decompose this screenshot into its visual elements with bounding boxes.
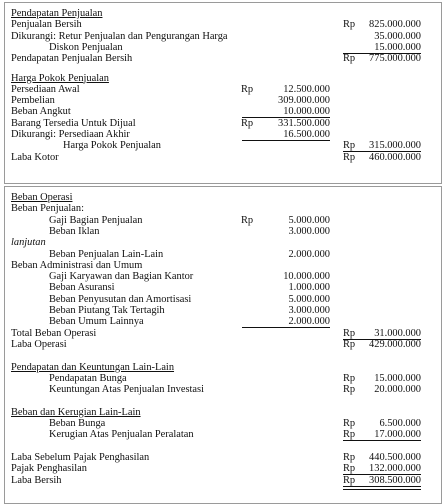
statement-row [5, 118, 441, 129]
statement-row [5, 226, 441, 237]
subtotal-amount: 10.000.000 [283, 271, 330, 283]
statement-row [5, 31, 441, 42]
section-heading: Harga Pokok Penjualan [11, 72, 109, 84]
revenue-cogs-panel [4, 2, 442, 184]
row-label: Beban Iklan [49, 225, 100, 237]
total-amount: 825.000.000 [369, 19, 421, 31]
currency-symbol: Rp [343, 151, 356, 163]
statement-row [5, 129, 441, 140]
row-label: Gaji Bagian Penjualan [49, 214, 143, 226]
statement-row [5, 373, 441, 384]
statement-row [5, 328, 441, 339]
subtotal-amount: 3.000.000 [288, 225, 330, 237]
row-label: Laba Sebelum Pajak Penghasilan [11, 451, 150, 463]
row-label: Laba Bersih [11, 474, 62, 486]
statement-row [5, 192, 441, 203]
statement-row [5, 384, 441, 395]
statement-row [5, 339, 441, 350]
row-label: Gaji Karyawan dan Bagian Kantor [49, 271, 194, 283]
statement-row [5, 73, 441, 84]
statement-row [5, 42, 441, 53]
statement-row [5, 203, 441, 214]
statement-row [5, 441, 441, 452]
total-amount: 17.000.000 [374, 429, 421, 441]
subtotal-amount: 1.000.000 [288, 282, 330, 294]
total-amount: 15.000.000 [374, 372, 421, 384]
currency-symbol: Rp [343, 474, 356, 486]
row-label: Pendapatan Penjualan Bersih [11, 53, 133, 65]
currency-symbol: Rp [343, 418, 356, 429]
statement-row [5, 350, 441, 361]
row-label: Harga Pokok Penjualan [63, 140, 161, 152]
statement-row [5, 418, 441, 429]
row-label: Laba Operasi [11, 338, 67, 350]
statement-row [5, 8, 441, 19]
statement-row [5, 237, 441, 248]
statement-row [5, 249, 441, 260]
subtotal-amount: 2.000.000 [288, 316, 330, 328]
statement-row [5, 452, 441, 463]
statement-row [5, 429, 441, 440]
subtotal-amount: 5.000.000 [288, 293, 330, 305]
statement-row [5, 106, 441, 117]
currency-symbol: Rp [343, 327, 356, 339]
section-heading: Beban dan Kerugian Lain-Lain [11, 406, 141, 418]
statement-row [5, 271, 441, 282]
statement-row [5, 395, 441, 406]
operating-expenses-panel [4, 186, 442, 504]
row-label: Beban Administrasi dan Umum [11, 259, 143, 271]
statement-row [5, 84, 441, 95]
row-label: Persediaan Awal [11, 83, 80, 95]
subtotal-amount: 3.000.000 [288, 305, 330, 316]
row-label: Dikurangi: Persediaan Akhir [11, 129, 130, 140]
currency-symbol: Rp [343, 140, 356, 152]
total-amount: 429.000.000 [369, 338, 421, 350]
row-label: Laba Kotor [11, 151, 59, 163]
subtotal-amount: 309.000.000 [278, 95, 330, 107]
row-label: Beban Penyusutan dan Amortisasi [49, 293, 192, 305]
section-heading: Pendapatan dan Keuntungan Lain-Lain [11, 361, 175, 373]
row-label: Pajak Penghasilan [11, 463, 87, 475]
row-label: Beban Penjualan Lain-Lain [49, 248, 164, 260]
row-label: Penjualan Bersih [11, 19, 82, 31]
row-label: Beban Umum Lainnya [49, 316, 144, 328]
row-label: lanjutan [11, 237, 46, 249]
total-amount: 775.000.000 [369, 53, 421, 65]
subtotal-amount: 5.000.000 [288, 214, 330, 226]
statement-row [5, 294, 441, 305]
subtotal-amount: 2.000.000 [288, 248, 330, 260]
total-amount: 6.500.000 [379, 418, 421, 429]
row-label: Beban Penjualan: [11, 203, 85, 215]
row-label: Pendapatan Bunga [49, 372, 127, 384]
statement-row [5, 282, 441, 293]
currency-symbol: Rp [241, 214, 254, 226]
currency-symbol: Rp [343, 429, 356, 441]
total-amount: 315.000.000 [369, 140, 421, 152]
statement-row [5, 305, 441, 316]
currency-symbol: Rp [343, 372, 356, 384]
currency-symbol: Rp [343, 384, 356, 396]
total-amount: 460.000.000 [369, 151, 421, 163]
currency-symbol: Rp [241, 83, 254, 95]
currency-symbol: Rp [241, 117, 254, 129]
statement-row [5, 140, 441, 151]
statement-row [5, 475, 441, 486]
row-label: Kerugian Atas Penjualan Peralatan [49, 429, 194, 441]
currency-symbol: Rp [343, 53, 356, 65]
subtotal-amount: 10.000.000 [283, 106, 330, 118]
total-amount: 20.000.000 [374, 384, 421, 396]
total-amount: 308.500.000 [369, 474, 421, 486]
statement-row [5, 53, 441, 64]
statement-row [5, 152, 441, 163]
total-amount: 15.000.000 [374, 41, 421, 53]
currency-symbol: Rp [343, 451, 356, 463]
currency-symbol: Rp [343, 19, 356, 31]
total-amount: 35.000.000 [374, 30, 421, 42]
statement-row [5, 407, 441, 418]
currency-symbol: Rp [343, 338, 356, 350]
statement-row [5, 316, 441, 327]
row-label: Beban Bunga [49, 418, 106, 429]
statement-row [5, 19, 441, 30]
statement-row [5, 260, 441, 271]
row-label: Pembelian [11, 95, 55, 107]
subtotal-amount: 331.500.000 [278, 117, 330, 129]
section-heading: Beban Operasi [11, 192, 73, 203]
total-amount: 132.000.000 [369, 463, 421, 475]
row-label: Total Beban Operasi [11, 327, 97, 339]
double-rule [343, 486, 421, 490]
total-amount: 440.500.000 [369, 451, 421, 463]
statement-row [5, 215, 441, 226]
total-amount: 31.000.000 [374, 327, 421, 339]
section-heading: Pendapatan Penjualan [11, 8, 103, 19]
row-label: Barang Tersedia Untuk Dijual [11, 117, 136, 129]
subtotal-amount: 12.500.000 [283, 83, 330, 95]
statement-row [5, 463, 441, 474]
subtotal-amount: 16.500.000 [283, 129, 330, 140]
statement-row [5, 362, 441, 373]
row-label: Beban Asuransi [49, 282, 115, 294]
row-label: Beban Piutang Tak Tertagih [49, 305, 165, 316]
row-label: Dikurangi: Retur Penjualan dan Pengurangan Harga [11, 30, 228, 42]
row-label: Keuntungan Atas Penjualan Investasi [49, 384, 204, 396]
row-label: Beban Angkut [11, 106, 71, 118]
row-label: Diskon Penjualan [49, 41, 123, 53]
statement-row [5, 95, 441, 106]
currency-symbol: Rp [343, 463, 356, 475]
